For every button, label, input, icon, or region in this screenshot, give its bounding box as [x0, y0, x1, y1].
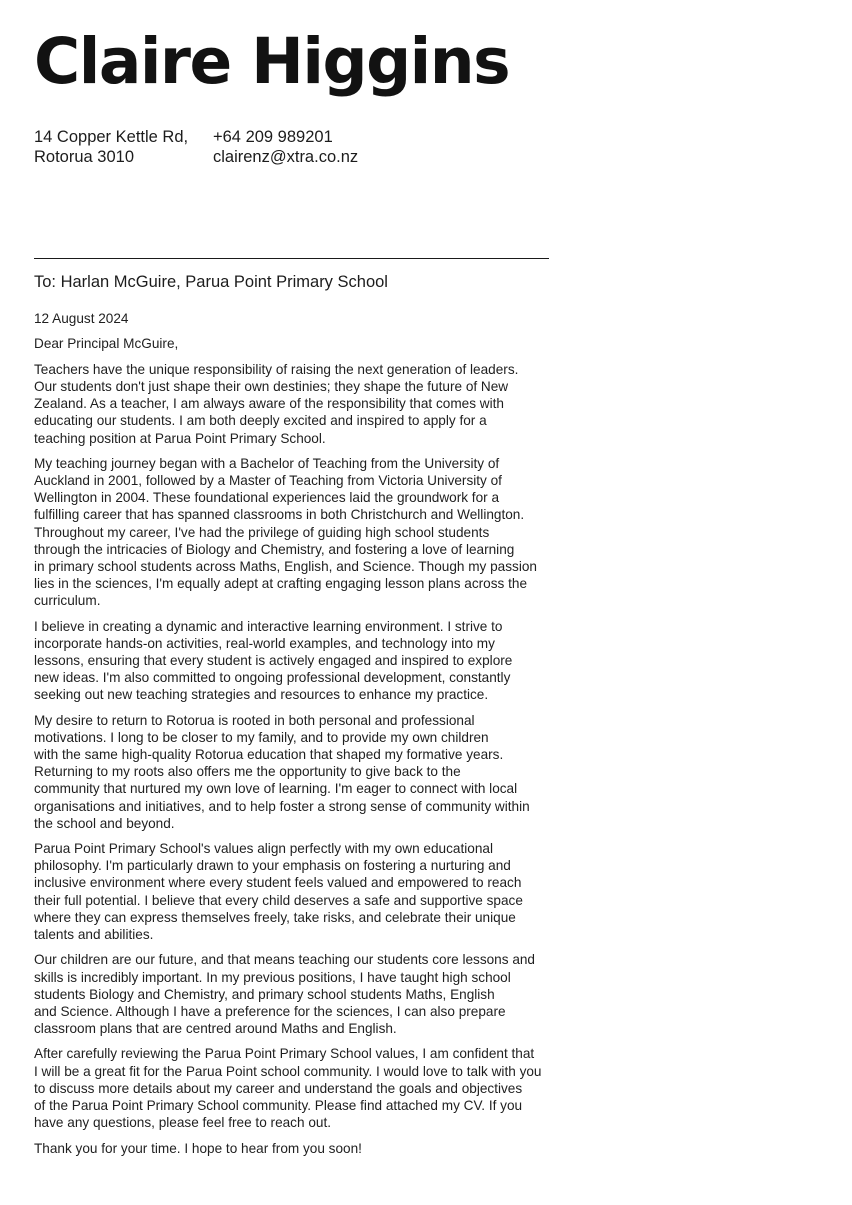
paragraph-line: philosophy. I'm particularly drawn to your emphasis on fostering a nurturing and [34, 858, 511, 874]
paragraph-line: curriculum. [34, 593, 101, 609]
paragraph-line: have any questions, please feel free to reach out. [34, 1115, 331, 1131]
paragraph-line: fulfilling career that has spanned classrooms in both Christchurch and Wellington. [34, 507, 525, 523]
paragraph-line: Teachers have the unique responsibility of raising the next generation of leaders. [34, 361, 519, 377]
paragraph-line: inclusive environment where every student feels valued and empowered to reach [34, 875, 522, 891]
paragraph-learning-environment [34, 618, 554, 704]
paragraph-line: My teaching journey began with a Bachelor of Teaching from the University of [34, 455, 500, 471]
paragraph-line: I will be a great fit for the Parua Point school community. I would love to talk with you [34, 1063, 542, 1079]
paragraph-line: seeking out new teaching strategies and resources to enhance my practice. [34, 687, 489, 703]
paragraph-line: community that nurtured my own love of learning. I'm eager to connect with local [34, 781, 518, 797]
closing-line: Thank you for your time. I hope to hear from you soon! [34, 1140, 362, 1156]
paragraph-line: with the same high-quality Rotorua education that shaped my formative years. [34, 747, 504, 763]
email-address: clairenz@xtra.co.nz [213, 148, 359, 166]
paragraph-line: incorporate hands-on activities, real-world examples, and technology into my [34, 635, 495, 651]
paragraph-line: Parua Point Primary School's values align perfectly with my own educational [34, 841, 493, 857]
paragraph-school-values [34, 840, 554, 943]
salutation: Dear Principal McGuire, [34, 336, 179, 352]
paragraph-line: lies in the sciences, I'm equally adept at crafting engaging lesson plans across the [34, 576, 528, 592]
header-divider [34, 258, 549, 259]
paragraph-line: Our children are our future, and that means teaching our students core lessons and [34, 952, 535, 968]
paragraph-line: skills is incredibly important. In my previous positions, I have taught high school [34, 969, 511, 985]
paragraph-line: classroom plans that are centred around Maths and English. [34, 1021, 397, 1037]
address-block [34, 127, 188, 167]
paragraph-intro [34, 361, 554, 447]
paragraph-line: students Biology and Chemistry, and primary school students Maths, English [34, 986, 495, 1002]
paragraph-line: motivations. I long to be closer to my family, and to provide my own children [34, 729, 489, 745]
paragraph-line: Our students don't just shape their own destinies; they shape the future of New [34, 379, 509, 395]
letter-body [34, 310, 554, 1165]
recipient-line: To: Harlan McGuire, Parua Point Primary School [34, 273, 388, 291]
paragraph-line: organisations and initiatives, and to help foster a strong sense of community within [34, 798, 530, 814]
paragraph-line: educating our students. I am both deeply excited and inspired to apply for a [34, 413, 487, 429]
paragraph-line: where they can express themselves freely, take risks, and celebrate their unique [34, 909, 516, 925]
paragraph-line: Auckland in 2001, followed by a Master of Teaching from Victoria University of [34, 473, 502, 489]
paragraph-conclusion [34, 1045, 554, 1131]
paragraph-line: through the intricacies of Biology and Chemistry, and fostering a love of learning [34, 541, 515, 557]
applicant-name: Claire Higgins [34, 25, 510, 98]
paragraph-line: talents and abilities. [34, 926, 154, 942]
contact-block [213, 127, 358, 167]
paragraph-line: of the Parua Point Primary School community. Please find attached my CV. If you [34, 1097, 523, 1113]
paragraph-line: Throughout my career, I've had the privilege of guiding high school students [34, 524, 490, 540]
paragraph-line: their full potential. I believe that every child deserves a safe and supportive space [34, 892, 523, 908]
paragraph-line: lessons, ensuring that every student is actively engaged and inspired to explore [34, 653, 513, 668]
paragraph-line: teaching position at Parua Point Primary School. [34, 430, 326, 446]
address-city: Rotorua 3010 [34, 148, 134, 166]
paragraph-line: Wellington in 2004. These foundational experiences laid the groundwork for a [34, 490, 500, 506]
paragraph-line: the school and beyond. [34, 815, 175, 831]
paragraph-line: to discuss more details about my career and understand the goals and objectives [34, 1080, 523, 1096]
paragraph-line: My desire to return to Rotorua is rooted in both personal and professional [34, 712, 475, 728]
paragraph-line: Zealand. As a teacher, I am always aware of the responsibility that comes with [34, 396, 504, 412]
paragraph-teaching-journey [34, 455, 554, 609]
paragraph-line: and Science. Although I have a preference for the sciences, I can also prepare [34, 1003, 506, 1019]
paragraph-line: I believe in creating a dynamic and interactive learning environment. I strive to [34, 618, 503, 634]
paragraph-line: After carefully reviewing the Parua Point Primary School values, I am confident that [34, 1046, 535, 1062]
paragraph-line: new ideas. I'm also committed to ongoing professional development, constantly [34, 670, 511, 686]
address-street: 14 Copper Kettle Rd, [34, 128, 189, 146]
paragraph-line: Returning to my roots also offers me the opportunity to give back to the [34, 764, 461, 780]
letter-date: 12 August 2024 [34, 311, 129, 326]
paragraph-line: in primary school students across Maths, English, and Science. Though my passion [34, 558, 537, 574]
phone-number: +64 209 989201 [213, 128, 333, 146]
paragraph-core-lessons [34, 951, 554, 1037]
paragraph-return-to-rotorua [34, 712, 554, 832]
